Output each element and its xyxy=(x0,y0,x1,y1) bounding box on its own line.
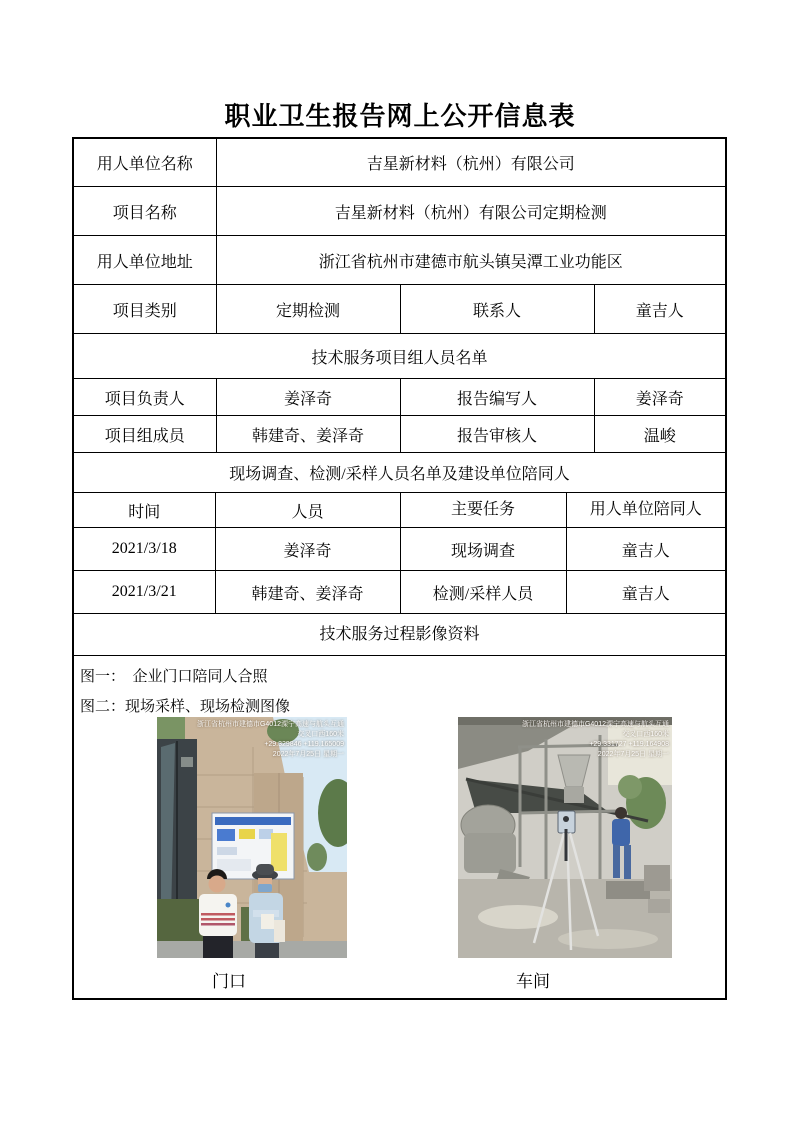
watermark-line: 2022年7月25日 星期一 xyxy=(597,751,669,758)
site-time: 2021/3/21 xyxy=(74,571,215,614)
col-header-time: 时间 xyxy=(74,493,215,528)
photo2-watermark xyxy=(464,720,669,760)
report-writer-label: 报告编写人 xyxy=(400,379,594,416)
report-reviewer-label: 报告审核人 xyxy=(400,416,594,453)
team-section-header: 技术服务项目组人员名单 xyxy=(74,334,725,379)
project-category-value: 定期检测 xyxy=(216,285,400,334)
table-row xyxy=(74,285,725,334)
report-writer-value: 姜泽奇 xyxy=(594,379,725,416)
project-name-label: 项目名称 xyxy=(74,187,216,236)
team-members-label: 项目组成员 xyxy=(74,416,216,453)
site-personnel: 韩建奇、姜泽奇 xyxy=(215,571,400,614)
watermark-line: +29.329846 +119.165009 xyxy=(264,741,344,748)
contact-person-value: 童吉人 xyxy=(594,285,725,334)
watermark-line: 交叉口西160米 xyxy=(622,731,669,738)
contact-person-label: 联系人 xyxy=(400,285,594,334)
report-reviewer-value: 温峻 xyxy=(594,416,725,453)
table-row xyxy=(74,334,725,379)
table-row xyxy=(74,139,725,187)
project-name-value: 吉星新材料（杭州）有限公司定期检测 xyxy=(216,187,725,236)
project-category-label: 项目类别 xyxy=(74,285,216,334)
employer-address-value: 浙江省杭州市建德市航头镇吴潭工业功能区 xyxy=(216,236,725,285)
photo2-label: 车间 xyxy=(516,972,550,991)
site-row xyxy=(74,571,725,614)
watermark-line: 2022年7月25日 星期一 xyxy=(272,751,344,758)
page-title: 职业卫生报告网上公开信息表 xyxy=(224,102,576,131)
project-leader-value: 姜泽奇 xyxy=(216,379,400,416)
media-section xyxy=(74,655,725,998)
workshop-photo xyxy=(458,717,672,958)
col-header-escort: 用人单位陪同人 xyxy=(566,493,725,528)
employer-name-value: 吉星新材料（杭州）有限公司 xyxy=(216,139,725,187)
table-row xyxy=(74,236,725,285)
project-leader-label: 项目负责人 xyxy=(74,379,216,416)
table-row xyxy=(74,453,725,493)
site-header-row xyxy=(74,493,725,528)
entrance-photo xyxy=(157,717,347,958)
site-personnel: 姜泽奇 xyxy=(215,528,400,571)
employer-name-label: 用人单位名称 xyxy=(74,139,216,187)
table-row xyxy=(74,187,725,236)
media-section-header: 技术服务过程影像资料 xyxy=(74,613,725,655)
watermark-line: 浙江省杭州市建德市G4012溧宁高速与航头互通 xyxy=(521,721,669,728)
site-table xyxy=(74,493,725,613)
col-header-task: 主要任务 xyxy=(400,493,566,528)
table-row xyxy=(74,379,725,416)
site-section-header: 现场调查、检测/采样人员名单及建设单位陪同人 xyxy=(74,453,725,493)
site-task: 检测/采样人员 xyxy=(400,571,566,614)
col-header-personnel: 人员 xyxy=(215,493,400,528)
watermark-line: 交叉口西160米 xyxy=(297,731,344,738)
site-escort: 童吉人 xyxy=(566,528,725,571)
watermark-line: +29.331727 +119.164908 xyxy=(589,741,669,748)
table-row xyxy=(74,416,725,453)
team-members-value: 韩建奇、姜泽奇 xyxy=(216,416,400,453)
employer-address-label: 用人单位地址 xyxy=(74,236,216,285)
photo1-label: 门口 xyxy=(212,972,246,991)
upper-table xyxy=(74,139,725,493)
info-table xyxy=(72,137,727,1000)
watermark-line: 浙江省杭州市建德市G4012溧宁高速与航头互通 xyxy=(196,721,344,728)
site-task: 现场调查 xyxy=(400,528,566,571)
site-row xyxy=(74,528,725,571)
photo1-watermark xyxy=(162,720,344,760)
site-time: 2021/3/18 xyxy=(74,528,215,571)
site-escort: 童吉人 xyxy=(566,571,725,614)
figure2-caption: 图二：现场采样、现场检测图像 xyxy=(80,699,291,715)
figure1-caption: 图一： 企业门口陪同人合照 xyxy=(80,669,268,685)
